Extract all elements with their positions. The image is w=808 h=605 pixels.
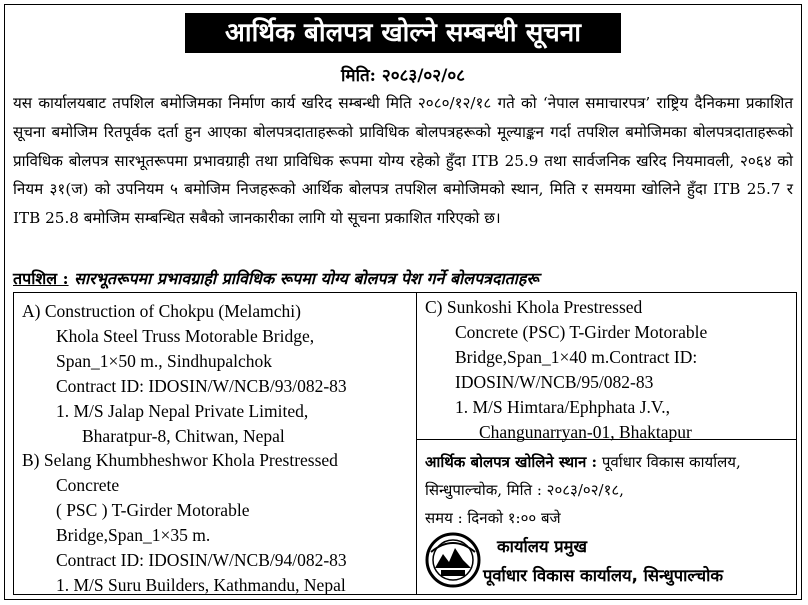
opening-info [425,448,790,532]
item-a-line: Khola Steel Truss Motorable Bridge, [56,326,315,346]
item-b-line: Bridge,Span_1×35 m. [56,525,211,545]
tapsil-description: सारभूतरूपमा प्रभावग्राही प्राविधिक रूपमा योग्य बोलपत्र पेश गर्ने बोलपत्रदाताहरू [74,269,539,288]
opening-place: पूर्वाधार विकास कार्यालय, सिन्धुपाल्चोक, मिति : २०८३/०२/१८, [425,453,741,499]
item-a-line: A) Construction of Chokpu (Melamchi) [22,301,301,321]
notice-date: मिति: २०८३/०२/०८ [341,66,465,86]
notice-page [4,4,802,600]
tapsil-heading [13,267,539,289]
opening-label: आर्थिक बोलपत्र खोलिने स्थान : [425,453,598,471]
item-c-line: Changunarryan-01, Bhaktapur [479,422,692,442]
item-a-line: 1. M/S Jalap Nepal Private Limited, [56,401,309,421]
signature-block [483,532,724,590]
opening-box [417,440,797,595]
signature-office: पूर्वाधार विकास कार्यालय, सिन्धुपाल्चोक [483,566,724,585]
signature-title: कार्यालय प्रमुख [497,537,588,556]
government-emblem-icon [423,532,483,588]
item-c-line: Bridge,Span_1×40 m.Contract ID: [455,347,698,367]
notice-paragraph: यस कार्यालयबाट तपशिल बमोजिमका निर्माण कार्य खरिद सम्बन्धी मिति २०८०/१२/१८ गते को ‘नेपाल समाचारपत्र’ राष्ट्रिय दैनिकमा प्रकाशित सूचना बमोजिम रितपूर्वक दर्ता हुन आएका बोलपत्रदाताहरूको प्राविधिक बोलपत्रहरूको मूल्याङ्कन गर्दा तपशिल बमोजिमका बोलपत्रदाताहरूको प्राविधिक बोलपत्र सारभूतरूपमा प्रभावग्राही तथा प्राविधिक रूपमा योग्य रहेको हुँदा ITB 25.9 तथा सार्वजनिक खरिद नियमावली, २०६४ को नियम ३१(ज) को उपनियम ५ बमोजिम निजहरूको आर्थिक बोलपत्र तपशिल बमोजिमको स्थान, मिति र समयमा खोलिने हुँदा ITB 25.7 र ITB 25.8 बमोजिम सम्बन्धित सबैको जानकारीका लागि यो सूचना प्रकाशित गरिएको छ। [13,94,793,228]
item-a-line: Span_1×50 m., Sindhupalchok [56,351,272,371]
item-c-line: 1. M/S Himtara/Ephphata J.V., [455,397,671,417]
tapsil-label: तपशिल : [13,269,69,288]
item-a [22,299,347,449]
item-a-line: Contract ID: IDOSIN/W/NCB/93/082-83 [56,376,347,396]
item-b-line: ( PSC ) T-Girder Motorable [56,500,250,520]
bidders-box-right [417,292,797,440]
item-b-line: Concrete [56,475,120,495]
item-c-line: Concrete (PSC) T-Girder Motorable [455,322,708,342]
notice-title: आर्थिक बोलपत्र खोल्ने सम्बन्धी सूचना [185,13,621,53]
item-b-line: B) Selang Khumbheshwor Khola Prestressed [22,450,338,470]
item-b-line: Contract ID: IDOSIN/W/NCB/94/082-83 [56,550,347,570]
title-wrap [5,13,801,53]
item-b [22,448,347,598]
item-b-line: 1. M/S Suru Builders, Kathmandu, Nepal [56,575,346,595]
item-c-line: IDOSIN/W/NCB/95/082-83 [455,372,654,392]
item-c [425,295,707,445]
item-c-line: C) Sunkoshi Khola Prestressed [425,297,643,317]
item-a-line: Bharatpur-8, Chitwan, Nepal [82,426,285,446]
bidders-box-left [13,292,417,595]
opening-time: समय : दिनको १:०० बजे [425,509,561,527]
